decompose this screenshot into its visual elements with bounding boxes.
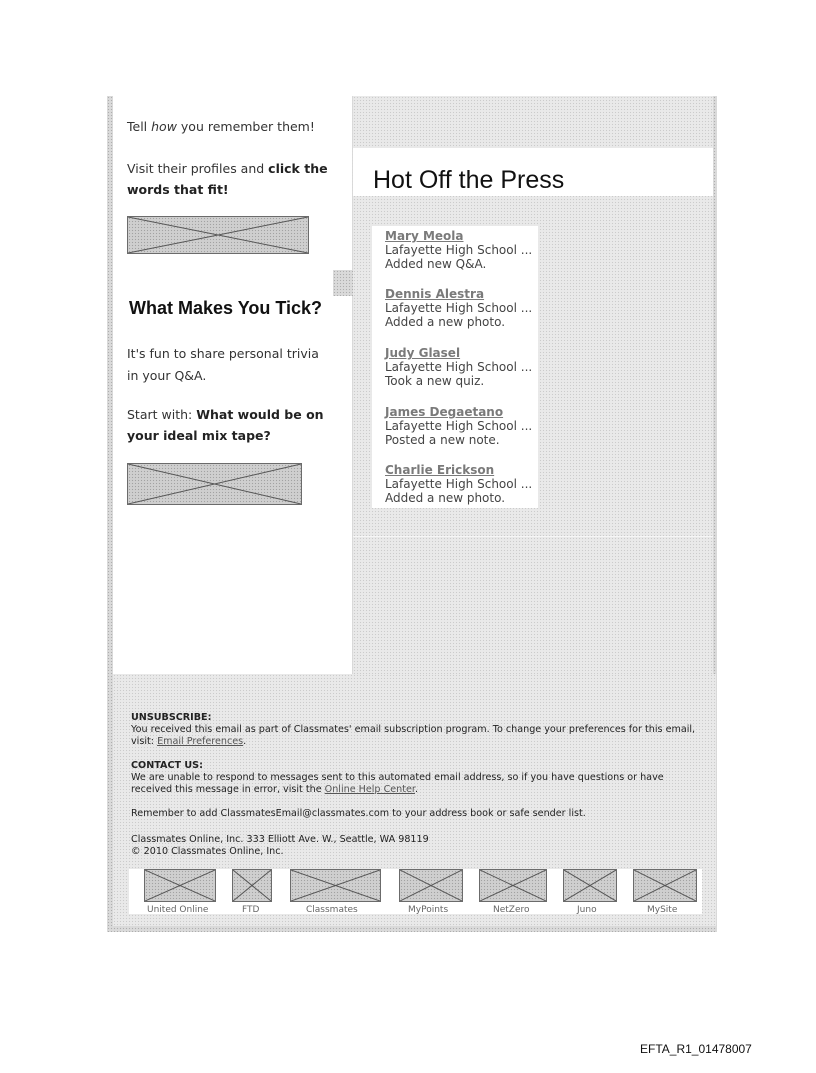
safe-sender-note: Remember to add ClassmatesEmail@classmates.com to your address book or safe sender list. xyxy=(131,808,586,819)
logo-caption[interactable]: MySite xyxy=(647,905,678,915)
company-address: Classmates Online, Inc. 333 Elliott Ave. W., Seattle, WA 98119 © 2010 Classmates Online, Inc. xyxy=(131,834,429,857)
broken-image-icon xyxy=(634,870,696,901)
image-placeholder[interactable] xyxy=(127,216,309,254)
visit-text: Visit their profiles and click the words that fit! xyxy=(127,161,328,197)
tick-heading: What Makes You Tick? xyxy=(129,298,323,318)
unsubscribe-heading: UNSUBSCRIBE: xyxy=(131,712,212,723)
feed-item xyxy=(385,346,532,388)
feed-item-name-link[interactable]: Mary Meola xyxy=(385,229,464,243)
feed-item-school: Lafayette High School ... xyxy=(385,419,533,433)
feed-item-name-link[interactable]: James Degaetano xyxy=(385,405,504,419)
feed-item-action: Added a new photo. xyxy=(385,491,506,505)
image-placeholder[interactable] xyxy=(127,463,302,505)
feed-item-name-link[interactable]: Charlie Erickson xyxy=(385,463,495,477)
email-preferences-link[interactable]: Email Preferences xyxy=(157,736,244,747)
feed-item-school: Lafayette High School ... xyxy=(385,360,533,374)
feed-item-name-link[interactable]: Dennis Alestra xyxy=(385,287,485,301)
online-help-center-link[interactable]: Online Help Center xyxy=(324,784,415,795)
netzero-logo[interactable] xyxy=(479,869,547,902)
feed-item-action: Added new Q&A. xyxy=(385,257,487,271)
broken-image-icon xyxy=(145,870,215,901)
broken-image-icon xyxy=(564,870,616,901)
partner-logo-bar xyxy=(129,869,702,914)
logo-caption[interactable]: NetZero xyxy=(493,905,530,915)
broken-image-icon xyxy=(480,870,546,901)
juno-logo[interactable] xyxy=(563,869,617,902)
hot-off-press-title: Hot Off the Press xyxy=(373,166,565,194)
start-text: Start with: What would be on your ideal mix tape? xyxy=(127,407,324,443)
logo-caption[interactable]: United Online xyxy=(147,905,209,915)
classmates-logo[interactable] xyxy=(290,869,381,902)
logo-caption[interactable]: Classmates xyxy=(306,905,358,915)
intro-text: Tell how you remember them! xyxy=(127,119,315,134)
mysite-logo[interactable] xyxy=(633,869,697,902)
feed-item xyxy=(385,405,532,447)
feed-item-school: Lafayette High School ... xyxy=(385,477,533,491)
contact-section: CONTACT US: We are unable to respond to messages sent to this automated email address, so if you have questions or have received this message in error, visit the Online Help Center. xyxy=(131,760,664,795)
broken-image-icon xyxy=(128,464,301,504)
feed-item xyxy=(385,287,532,329)
activity-feed xyxy=(372,226,538,508)
feed-item-action: Posted a new note. xyxy=(385,433,500,447)
contact-heading: CONTACT US: xyxy=(131,760,203,771)
broken-image-icon xyxy=(128,217,308,253)
united-online-logo[interactable] xyxy=(144,869,216,902)
document-id: EFTA_R1_01478007 xyxy=(640,1042,752,1056)
feed-item-action: Took a new quiz. xyxy=(385,374,485,388)
feed-item-school: Lafayette High School ... xyxy=(385,243,533,257)
logo-caption[interactable]: Juno xyxy=(577,905,597,915)
broken-image-icon xyxy=(291,870,380,901)
ftd-logo[interactable] xyxy=(232,869,272,902)
feed-item-school: Lafayette High School ... xyxy=(385,301,533,315)
logo-caption[interactable]: MyPoints xyxy=(408,905,449,915)
broken-image-icon xyxy=(233,870,271,901)
trivia-text: It's fun to share personal trivia in your Q&A. xyxy=(127,346,319,383)
unsubscribe-section: UNSUBSCRIBE: You received this email as part of Classmates' email subscription program. To change your preferences for this email, visit: Email Preferences. xyxy=(131,712,696,747)
mypoints-logo[interactable] xyxy=(399,869,463,902)
feed-item xyxy=(385,229,532,271)
hot-off-press-title-bar xyxy=(353,148,713,196)
column-gap-shade xyxy=(333,270,353,296)
broken-image-icon xyxy=(400,870,462,901)
right-divider xyxy=(353,536,713,537)
feed-item-action: Added a new photo. xyxy=(385,315,506,329)
feed-item-name-link[interactable]: Judy Glasel xyxy=(385,346,461,360)
feed-item xyxy=(385,463,532,505)
logo-caption[interactable]: FTD xyxy=(242,905,260,915)
